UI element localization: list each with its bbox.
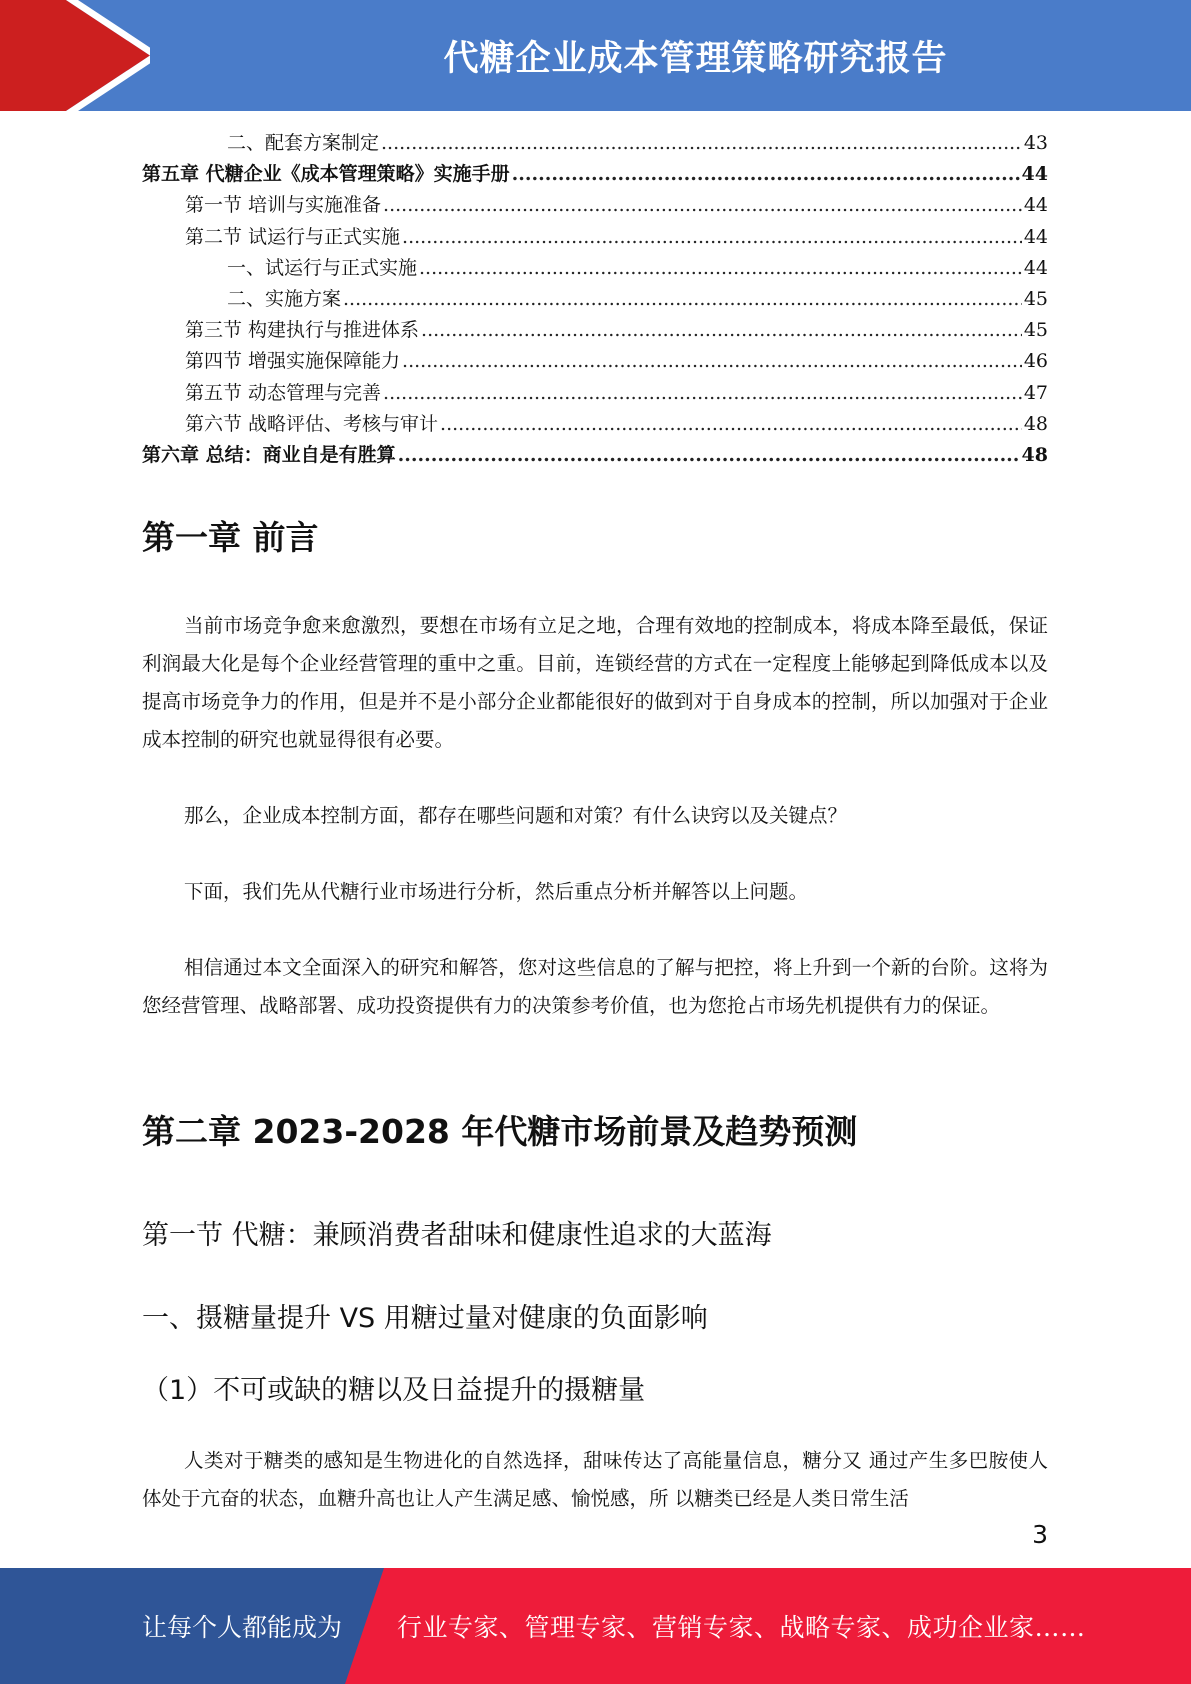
toc-entry-page: 44 — [1023, 225, 1048, 248]
chapter-1-paragraph-1: 当前市场竞争愈来愈激烈，要想在市场有立足之地，合理有效地的控制成本，将成本降至最低，保证利润最大化是每个企业经营管理的重中之重。目前，连锁经营的方式在一定程度上能够起到降低成本以及提高市场竞争力的作用，但是并不是小部分企业都能很好的做到对于自身成本的控制，所以加强对于企业成本控制的研究也就显得很有必要。 — [142, 614, 1048, 751]
report-title: 代糖企业成本管理策略研究报告 — [443, 38, 948, 79]
chapter-1-paragraph-3: 下面，我们先从代糖行业市场进行分析，然后重点分析并解答以上问题。 — [184, 880, 809, 903]
chapter-2-heading: 第二章 2023-2028 年代糖市场前景及趋势预测 — [142, 1112, 858, 1151]
toc-entry-page: 43 — [1023, 132, 1048, 154]
footer-slogan-right: 行业专家、管理专家、营销专家、战略专家、成功企业家…… — [397, 1613, 1086, 1642]
toc-entry-label: 第五章 代糖企业《成本管理策略》实施手册 — [142, 163, 510, 186]
toc-entry-label: 第一节 培训与实施准备 — [185, 194, 382, 217]
toc-entry[interactable] — [142, 378, 1048, 409]
toc-dot-leader — [421, 315, 1022, 346]
toc-entry-label: 二、实施方案 — [227, 287, 342, 310]
toc-entry[interactable] — [142, 346, 1048, 377]
toc-entry-label: 第六节 战略评估、考核与审计 — [185, 412, 439, 435]
toc-entry-label: 二、配套方案制定 — [227, 132, 380, 154]
page-header — [0, 0, 1191, 111]
toc-entry[interactable] — [142, 409, 1048, 440]
toc-dot-leader — [419, 253, 1022, 284]
footer-slogan-left: 让每个人都能成为 — [142, 1613, 343, 1642]
toc-entry-label: 第四节 增强实施保障能力 — [185, 350, 401, 373]
toc-dot-leader — [402, 222, 1022, 253]
toc-dot-leader — [343, 284, 1022, 315]
toc-dot-leader — [512, 159, 1020, 190]
toc-entry-label: 第二节 试运行与正式实施 — [185, 225, 401, 248]
toc-entry-page: 45 — [1023, 319, 1048, 342]
toc-dot-leader — [398, 440, 1020, 471]
table-of-contents — [142, 128, 1048, 471]
chapter-1-paragraph-4: 相信通过本文全面深入的研究和解答，您对这些信息的了解与把控，将上升到一个新的台阶。这将为您经营管理、战略部署、成功投资提供有力的决策参考价值，也为您抢占市场先机提供有力的保证。 — [142, 956, 1048, 1017]
toc-entry[interactable] — [142, 159, 1048, 190]
toc-entry-label: 第五节 动态管理与完善 — [185, 381, 382, 404]
toc-entry-page: 45 — [1023, 287, 1048, 310]
toc-entry-page: 46 — [1023, 350, 1048, 373]
subsubsection-heading: （1）不可或缺的糖以及日益提升的摄糖量 — [142, 1375, 646, 1406]
chapter-1-heading: 第一章 前言 — [142, 518, 319, 557]
toc-entry-page: 48 — [1023, 412, 1048, 435]
toc-entry-page: 44 — [1023, 194, 1048, 217]
toc-entry[interactable] — [142, 284, 1048, 315]
toc-dot-leader — [402, 346, 1022, 377]
page-footer — [0, 1568, 1191, 1684]
toc-dot-leader — [381, 128, 1022, 159]
toc-entry[interactable] — [142, 315, 1048, 346]
toc-dot-leader — [440, 409, 1022, 440]
toc-dot-leader — [383, 378, 1022, 409]
section-heading: 第一节 代糖：兼顾消费者甜味和健康性追求的大蓝海 — [142, 1220, 772, 1251]
toc-dot-leader — [383, 190, 1022, 221]
toc-entry[interactable] — [142, 222, 1048, 253]
toc-entry[interactable] — [142, 253, 1048, 284]
toc-entry-page: 44 — [1021, 163, 1048, 186]
chapter-1-paragraph-2: 那么，企业成本控制方面，都存在哪些问题和对策？有什么诀窍以及关键点？ — [184, 804, 848, 827]
header-red-arrow-shape — [0, 0, 150, 111]
toc-entry-label: 第六章 总结：商业自是有胜算 — [142, 443, 396, 466]
toc-entry-label: 一、试运行与正式实施 — [227, 256, 418, 279]
toc-entry[interactable] — [142, 190, 1048, 221]
page-number: 3 — [1032, 1520, 1048, 1549]
toc-entry[interactable] — [142, 440, 1048, 471]
toc-entry-page: 47 — [1023, 381, 1048, 404]
toc-entry-label: 第三节 构建执行与推进体系 — [185, 319, 420, 342]
toc-entry[interactable] — [142, 128, 1048, 159]
chapter-2-paragraph: 人类对于糖类的感知是生物进化的自然选择，甜味传达了高能量信息，糖分又 通过产生多巴胺使人体处于亢奋的状态，血糖升高也让人产生满足感、愉悦感，所 以糖类已经是人类日常生活 — [142, 1449, 1048, 1510]
toc-entry-page: 48 — [1021, 443, 1048, 466]
toc-entry-page: 44 — [1023, 256, 1048, 279]
subsection-heading: 一、摄糖量提升 VS 用糖过量对健康的负面影响 — [142, 1303, 708, 1334]
